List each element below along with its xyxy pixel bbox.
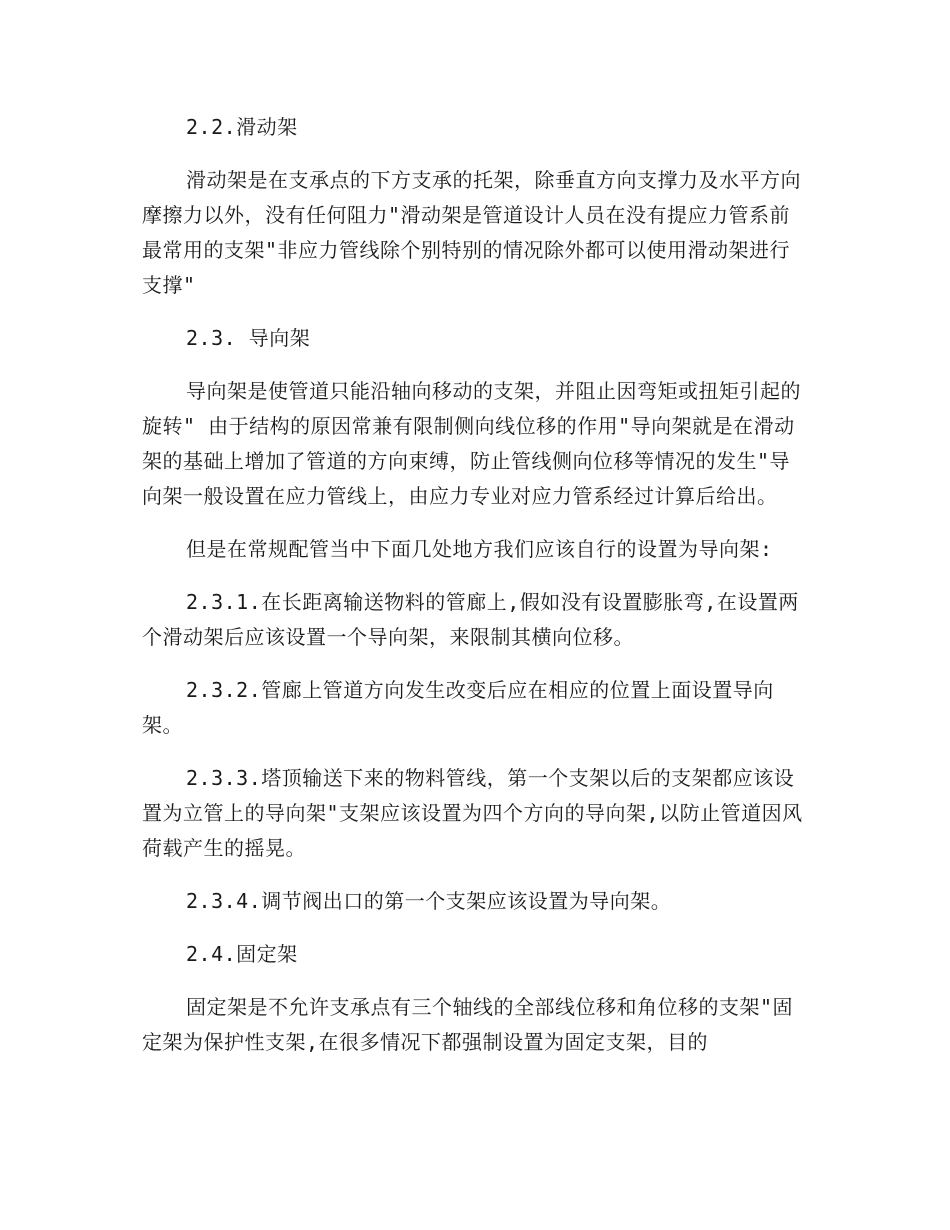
paragraph-guide-conditions: 但是在常规配管当中下面几处地方我们应该自行的设置为导向架: <box>186 537 773 561</box>
section-heading-2-2: 2.2.滑动架 <box>186 115 298 139</box>
paragraph-guide-support: 导向架是使管道只能沿轴向移动的支架，并阻止因弯矩或扭矩引起的旋转" 由于结构的原因常兼有限制侧向线位移的作用"导向架就是在滑动架的基础上增加了管道的方向束缚，防止管线侧向位移等情况的发生"导向架一般设置在应力管线上，由应力专业对应力管系经过计算后给出。 <box>142 379 801 508</box>
paragraph-fixed-support: 固定架是不允许支承点有三个轴线的全部线位移和角位移的支架"固定架为保护性支架,在很多情况下都强制设置为固定支架，目的 <box>142 995 794 1054</box>
paragraph-sliding-support: 滑动架是在支承点的下方支承的托架，除垂直方向支撑力及水平方向摩擦力以外，没有任何阻力"滑动架是管道设计人员在没有提应力管系前最常用的支架"非应力管线除个别特别的情况除外都可以使用滑动架进行支撑" <box>142 168 801 297</box>
section-heading-2-4: 2.4.固定架 <box>186 942 298 966</box>
paragraph-2-3-2: 2.3.2.管廊上管道方向发生改变后应在相应的位置上面设置导向架。 <box>142 678 774 737</box>
paragraph-2-3-3: 2.3.3.塔顶输送下来的物料管线，第一个支架以后的支架都应该设置为立管上的导向架"支架应该设置为四个方向的导向架,以防止管道因风荷载产生的摇晃。 <box>142 766 803 860</box>
document-body <box>142 110 810 1078</box>
paragraph-2-3-4: 2.3.4.调节阀出口的第一个支架应该设置为导向架。 <box>186 889 672 913</box>
paragraph-2-3-1: 2.3.1.在长距离输送物料的管廊上,假如没有设置膨胀弯,在设置两个滑动架后应该设置一个导向架，来限制其横向位移。 <box>142 590 799 649</box>
section-heading-2-3: 2.3. 导向架 <box>186 326 311 350</box>
